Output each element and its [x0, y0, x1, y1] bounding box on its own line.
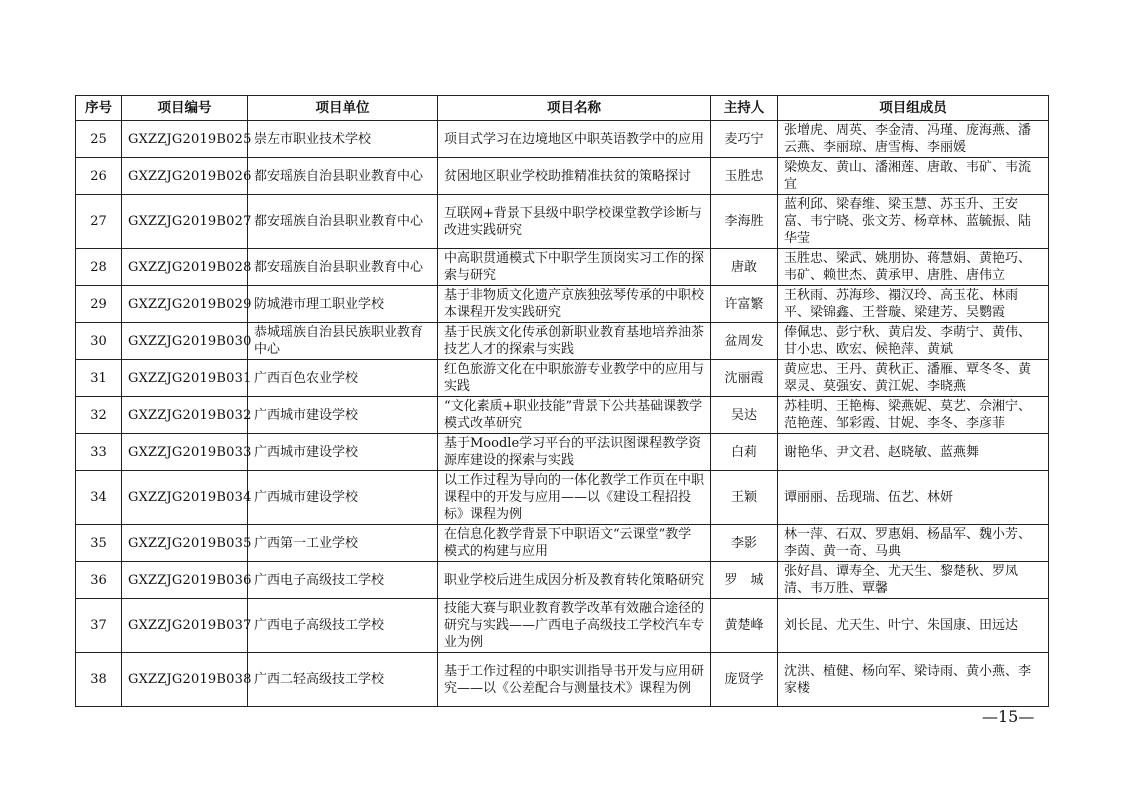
table-row [76, 249, 1049, 286]
cell-project-name: 贫困地区职业学校助推精准扶贫的策略探讨 [438, 158, 711, 195]
cell-project-unit: 广西第一工业学校 [248, 525, 438, 562]
header-members: 项目组成员 [778, 96, 1049, 121]
cell-project-code: GXZZJG2019B029 [122, 286, 248, 323]
header-project-unit: 项目单位 [248, 96, 438, 121]
cell-project-code: GXZZJG2019B035 [122, 525, 248, 562]
cell-project-name: 职业学校后进生成因分析及教育转化策略研究 [438, 562, 711, 599]
project-table [75, 95, 1049, 707]
cell-project-unit: 恭城瑶族自治县民族职业教育中心 [248, 323, 438, 360]
cell-members: 谢艳华、尹文君、赵晓敏、蓝燕舞 [778, 434, 1049, 471]
cell-project-name: 在信息化教学背景下中职语文“云课堂”教学模式的构建与应用 [438, 525, 711, 562]
cell-project-unit: 广西城市建设学校 [248, 397, 438, 434]
table-row [76, 323, 1049, 360]
cell-serial: 32 [76, 397, 122, 434]
cell-serial: 35 [76, 525, 122, 562]
page-number: —15— [982, 707, 1035, 726]
cell-project-unit: 都安瑶族自治县职业教育中心 [248, 195, 438, 249]
cell-serial: 36 [76, 562, 122, 599]
cell-project-code: GXZZJG2019B032 [122, 397, 248, 434]
cell-project-name: 以工作过程为导向的一体化教学工作页在中职课程中的开发与应用——以《建设工程招投标》课程为例 [438, 471, 711, 525]
cell-host: 唐敢 [711, 249, 778, 286]
cell-project-code: GXZZJG2019B036 [122, 562, 248, 599]
cell-serial: 29 [76, 286, 122, 323]
cell-host: 盆周发 [711, 323, 778, 360]
cell-project-unit: 广西城市建设学校 [248, 434, 438, 471]
header-project-code: 项目编号 [122, 96, 248, 121]
cell-project-name: “文化素质+职业技能”背景下公共基础课教学模式改革研究 [438, 397, 711, 434]
cell-project-code: GXZZJG2019B038 [122, 653, 248, 707]
cell-project-unit: 崇左市职业技术学校 [248, 121, 438, 158]
cell-host: 吴达 [711, 397, 778, 434]
cell-project-code: GXZZJG2019B033 [122, 434, 248, 471]
cell-project-unit: 都安瑶族自治县职业教育中心 [248, 249, 438, 286]
cell-members: 沈洪、植健、杨向军、梁诗雨、黄小燕、李家楼 [778, 653, 1049, 707]
table-row [76, 434, 1049, 471]
table-row [76, 599, 1049, 653]
cell-project-code: GXZZJG2019B026 [122, 158, 248, 195]
cell-serial: 26 [76, 158, 122, 195]
cell-serial: 30 [76, 323, 122, 360]
cell-host: 许富繁 [711, 286, 778, 323]
cell-project-name: 基于工作过程的中职实训指导书开发与应用研究——以《公差配合与测量技术》课程为例 [438, 653, 711, 707]
cell-project-name: 技能大赛与职业教育教学改革有效融合途径的研究与实践——广西电子高级技工学校汽车专业为例 [438, 599, 711, 653]
header-project-name: 项目名称 [438, 96, 711, 121]
table-row [76, 653, 1049, 707]
table-row [76, 121, 1049, 158]
cell-project-code: GXZZJG2019B037 [122, 599, 248, 653]
cell-serial: 33 [76, 434, 122, 471]
cell-serial: 31 [76, 360, 122, 397]
cell-members: 林一萍、石双、罗惠娟、杨晶军、魏小芳、李茵、黄一奇、马典 [778, 525, 1049, 562]
table-header-row [76, 96, 1049, 121]
cell-project-unit: 广西城市建设学校 [248, 471, 438, 525]
cell-project-code: GXZZJG2019B027 [122, 195, 248, 249]
cell-members: 梁焕友、黄山、潘湘莲、唐敢、韦矿、韦流宜 [778, 158, 1049, 195]
cell-host: 黄楚峰 [711, 599, 778, 653]
cell-serial: 38 [76, 653, 122, 707]
cell-host: 庞贤学 [711, 653, 778, 707]
table-row [76, 562, 1049, 599]
cell-project-name: 红色旅游文化在中职旅游专业教学中的应用与实践 [438, 360, 711, 397]
header-host: 主持人 [711, 96, 778, 121]
cell-project-name: 互联网+背景下县级中职学校课堂教学诊断与改进实践研究 [438, 195, 711, 249]
cell-members: 王秋雨、苏海珍、禤汉玲、高玉花、林雨平、梁锦鑫、王誉璇、梁建芳、吴鹦霞 [778, 286, 1049, 323]
cell-host: 沈丽霞 [711, 360, 778, 397]
cell-project-code: GXZZJG2019B030 [122, 323, 248, 360]
cell-project-unit: 广西二轻高级技工学校 [248, 653, 438, 707]
table-row [76, 286, 1049, 323]
cell-project-unit: 广西电子高级技工学校 [248, 562, 438, 599]
cell-host: 白莉 [711, 434, 778, 471]
cell-host: 罗 城 [711, 562, 778, 599]
cell-project-name: 基于Moodle学习平台的平法识图课程教学资源库建设的探索与实践 [438, 434, 711, 471]
table-row [76, 471, 1049, 525]
header-serial: 序号 [76, 96, 122, 121]
cell-members: 张好昌、谭寿全、尤天生、黎楚秋、罗凤清、韦万胜、覃馨 [778, 562, 1049, 599]
cell-project-name: 中高职贯通模式下中职学生顶岗实习工作的探索与研究 [438, 249, 711, 286]
cell-project-unit: 防城港市理工职业学校 [248, 286, 438, 323]
cell-project-name: 项目式学习在边境地区中职英语教学中的应用 [438, 121, 711, 158]
cell-members: 张增虎、周英、李金清、冯瑾、庞海燕、潘云燕、李丽琼、唐雪梅、李丽媛 [778, 121, 1049, 158]
cell-members: 谭丽丽、岳现瑞、伍艺、林妍 [778, 471, 1049, 525]
cell-members: 黄应忠、王丹、黄秋正、潘雁、覃冬冬、黄翠灵、莫强安、黄江妮、李晓燕 [778, 360, 1049, 397]
cell-project-unit: 广西百色农业学校 [248, 360, 438, 397]
table-row [76, 397, 1049, 434]
cell-members: 蓝利邱、梁春维、梁玉慧、苏玉升、王安富、韦宁晓、张文芳、杨章林、蓝毓振、陆华莹 [778, 195, 1049, 249]
cell-project-code: GXZZJG2019B031 [122, 360, 248, 397]
cell-host: 麦巧宁 [711, 121, 778, 158]
cell-members: 刘长昆、尤天生、叶宁、朱国康、田远达 [778, 599, 1049, 653]
cell-serial: 25 [76, 121, 122, 158]
cell-project-code: GXZZJG2019B025 [122, 121, 248, 158]
cell-project-unit: 广西电子高级技工学校 [248, 599, 438, 653]
cell-host: 玉胜忠 [711, 158, 778, 195]
table-row [76, 158, 1049, 195]
cell-project-name: 基于民族文化传承创新职业教育基地培养油茶技艺人才的探索与实践 [438, 323, 711, 360]
cell-host: 李海胜 [711, 195, 778, 249]
table-row [76, 525, 1049, 562]
cell-serial: 37 [76, 599, 122, 653]
cell-serial: 27 [76, 195, 122, 249]
cell-project-code: GXZZJG2019B034 [122, 471, 248, 525]
cell-serial: 28 [76, 249, 122, 286]
cell-host: 王颖 [711, 471, 778, 525]
cell-members: 玉胜忠、梁武、姚朋协、蒋慧娟、黄艳巧、韦矿、赖世杰、黄承甲、唐胜、唐伟立 [778, 249, 1049, 286]
cell-project-name: 基于非物质文化遗产京族独弦琴传承的中职校本课程开发实践研究 [438, 286, 711, 323]
cell-members: 俸佩忠、彭宁秋、黄启发、李萌宁、黄伟、甘小忠、欧宏、候艳萍、黄斌 [778, 323, 1049, 360]
table-row [76, 195, 1049, 249]
cell-serial: 34 [76, 471, 122, 525]
cell-host: 李影 [711, 525, 778, 562]
cell-project-unit: 都安瑶族自治县职业教育中心 [248, 158, 438, 195]
cell-members: 苏桂明、王艳梅、梁燕妮、莫艺、佘湘宁、范艳莲、邹彩霞、甘妮、李冬、李彦菲 [778, 397, 1049, 434]
cell-project-code: GXZZJG2019B028 [122, 249, 248, 286]
table-row [76, 360, 1049, 397]
